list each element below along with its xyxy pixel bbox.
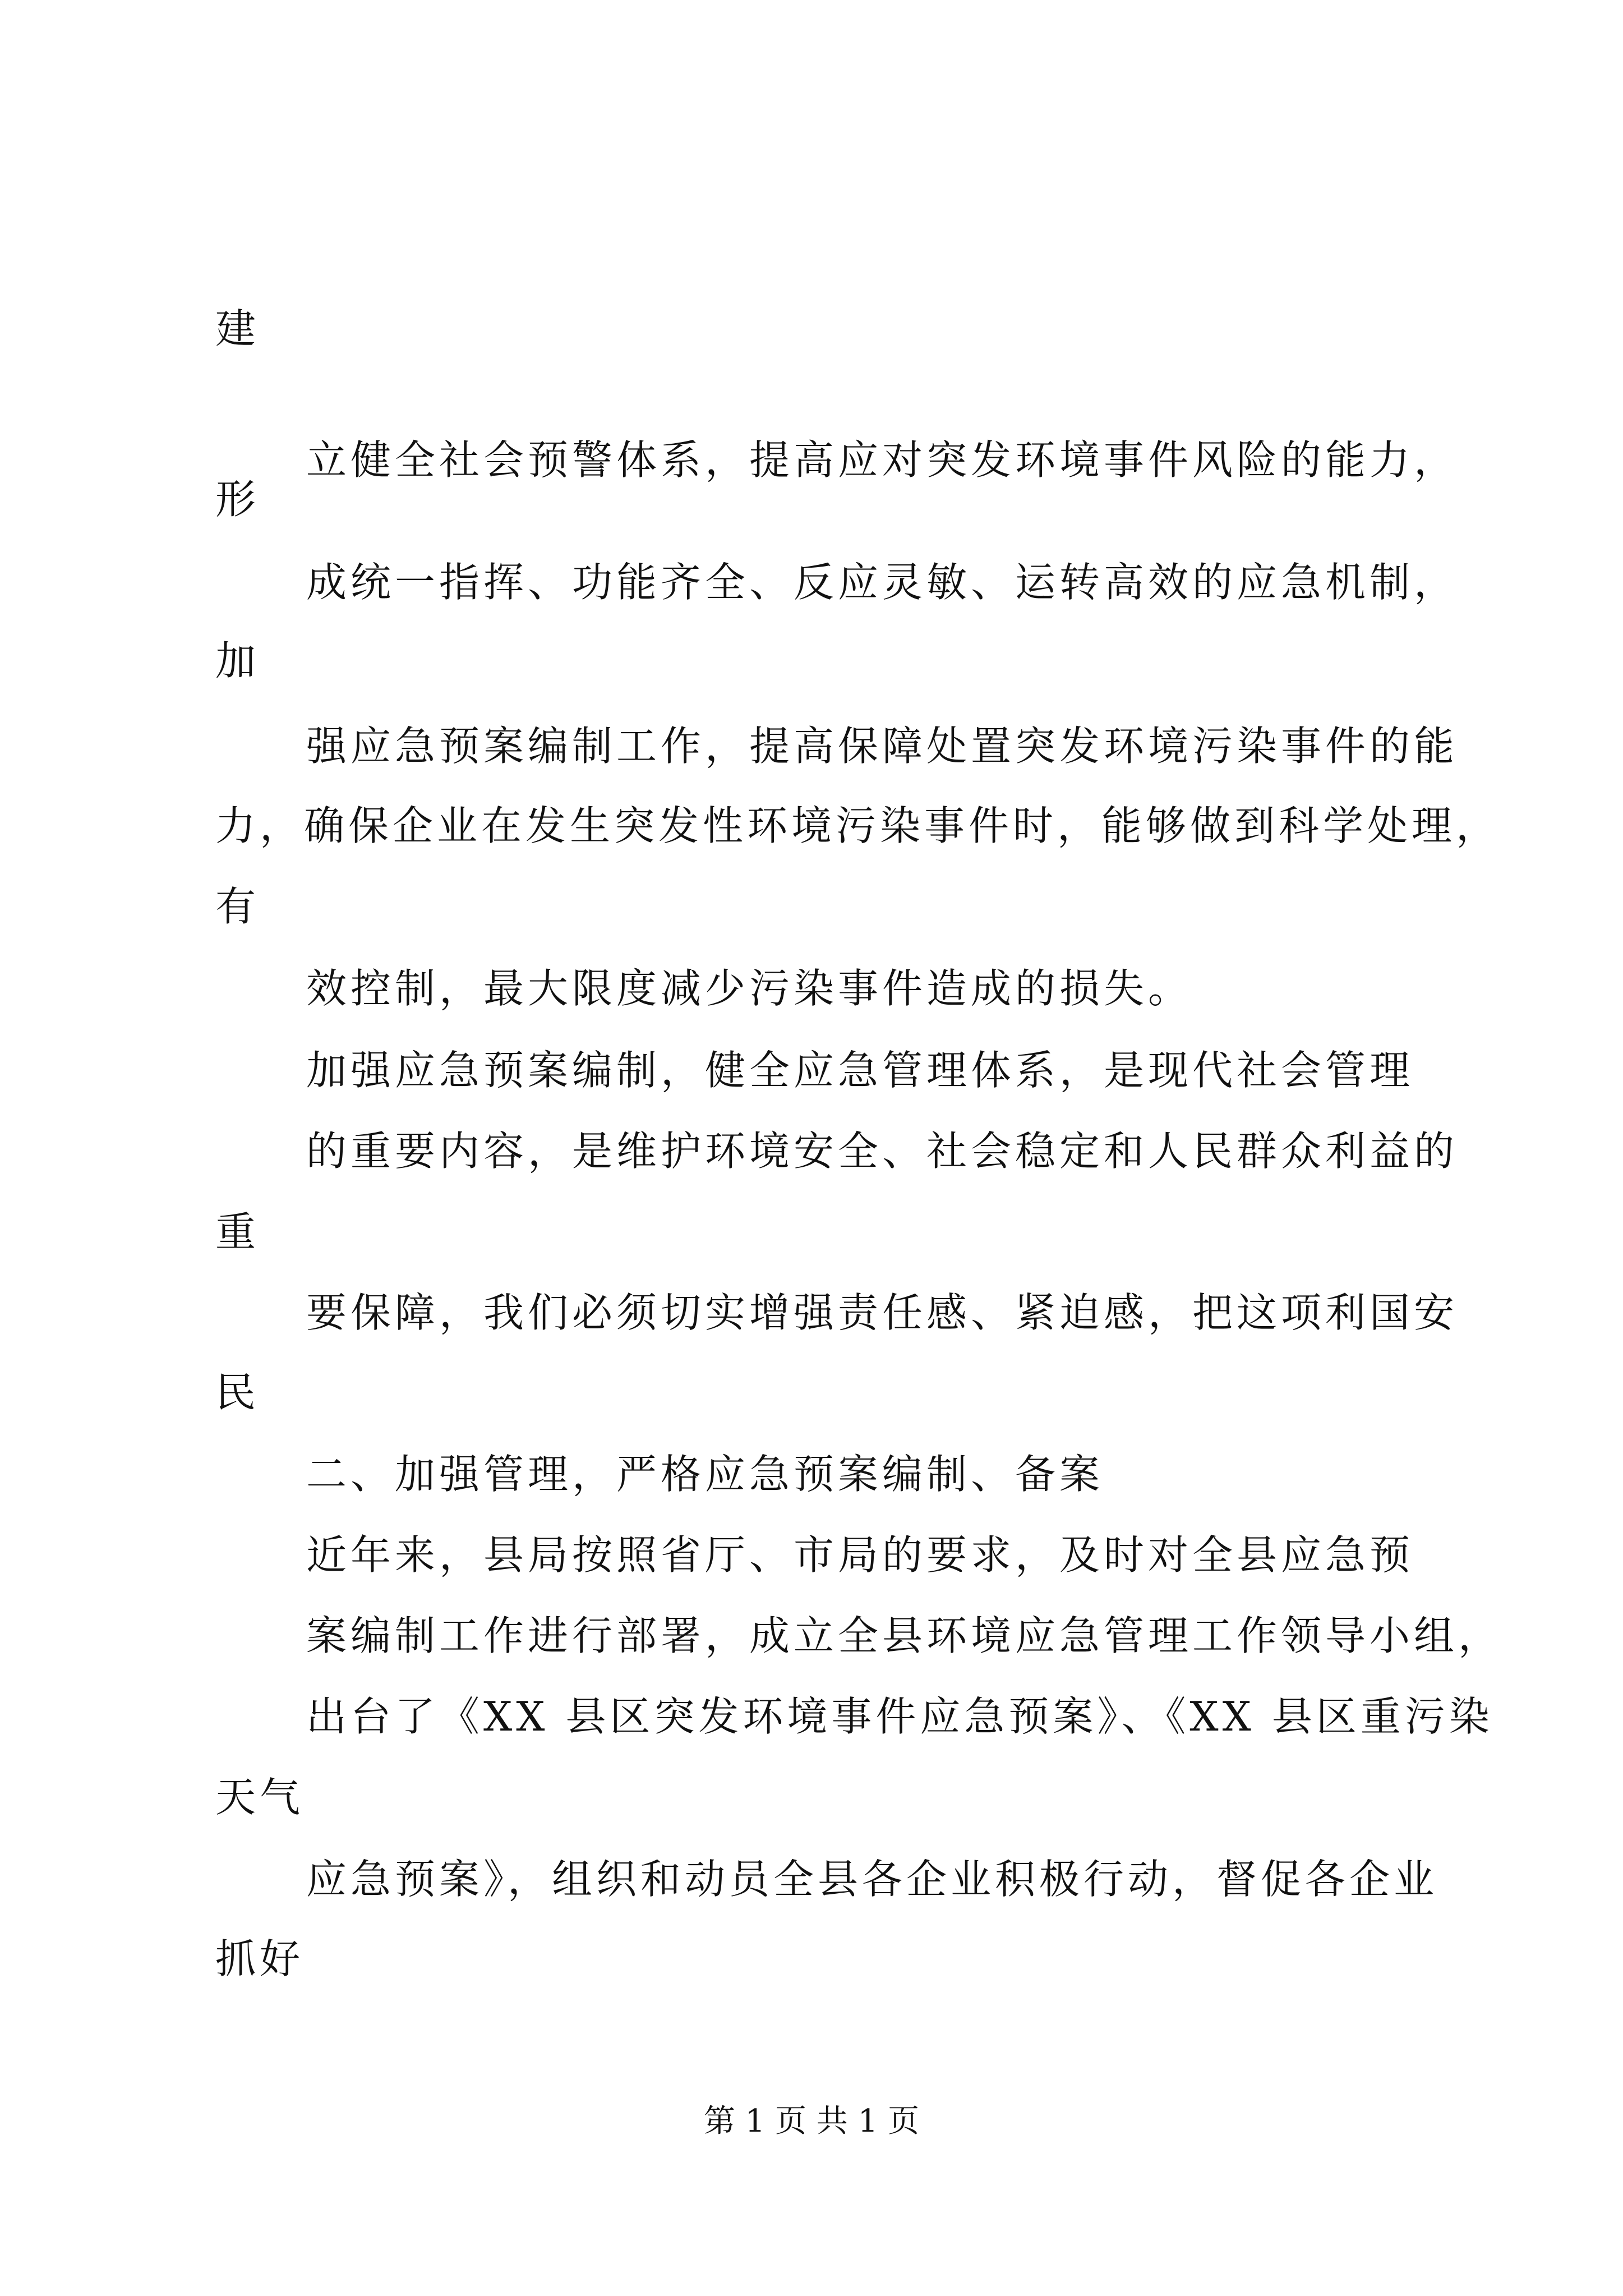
- text-line: 出台了《XX 县区突发环境事件应急预案》、《XX 县区重污染: [306, 1693, 1493, 1740]
- text-line: 天气: [215, 1774, 305, 1821]
- text-line: 近年来，县局按照省厅、市局的要求，及时对全县应急预: [306, 1531, 1414, 1579]
- text-line: 力，确保企业在发生突发性环境污染事件时，能够做到科学处理，: [215, 802, 1501, 849]
- text-line: 形: [215, 476, 260, 523]
- text-line: 案编制工作进行部署，成立全县环境应急管理工作领导小组，: [306, 1612, 1503, 1659]
- page-footer: 第 1 页 共 1 页: [703, 2103, 920, 2139]
- text-line: 成统一指挥、功能齐全、反应灵敏、运转高效的应急机制，: [306, 559, 1459, 606]
- text-line: 应急预案》，组织和动员全县各企业积极行动，督促各企业: [306, 1856, 1438, 1903]
- text-line: 立健全社会预警体系，提高应对突发环境事件风险的能力，: [306, 436, 1459, 484]
- text-line: 重: [215, 1208, 260, 1255]
- text-line: 的重要内容，是维护环境安全、社会稳定和人民群众利益的: [306, 1128, 1459, 1175]
- text-line: 建: [215, 305, 260, 352]
- text-line: 民: [215, 1369, 260, 1416]
- text-line: 加强应急预案编制，健全应急管理体系，是现代社会管理: [306, 1047, 1414, 1094]
- text-line: 抓好: [215, 1935, 305, 1982]
- text-line: 二、加强管理，严格应急预案编制、备案: [306, 1451, 1104, 1498]
- text-line: 要保障，我们必须切实增强责任感、紧迫感，把这项利国安: [306, 1289, 1459, 1336]
- text-line: 强应急预案编制工作，提高保障处置突发环境污染事件的能: [306, 723, 1459, 770]
- text-line: 加: [215, 637, 260, 684]
- text-line: 效控制，最大限度减少污染事件造成的损失。: [306, 965, 1193, 1012]
- text-line: 有: [215, 883, 260, 930]
